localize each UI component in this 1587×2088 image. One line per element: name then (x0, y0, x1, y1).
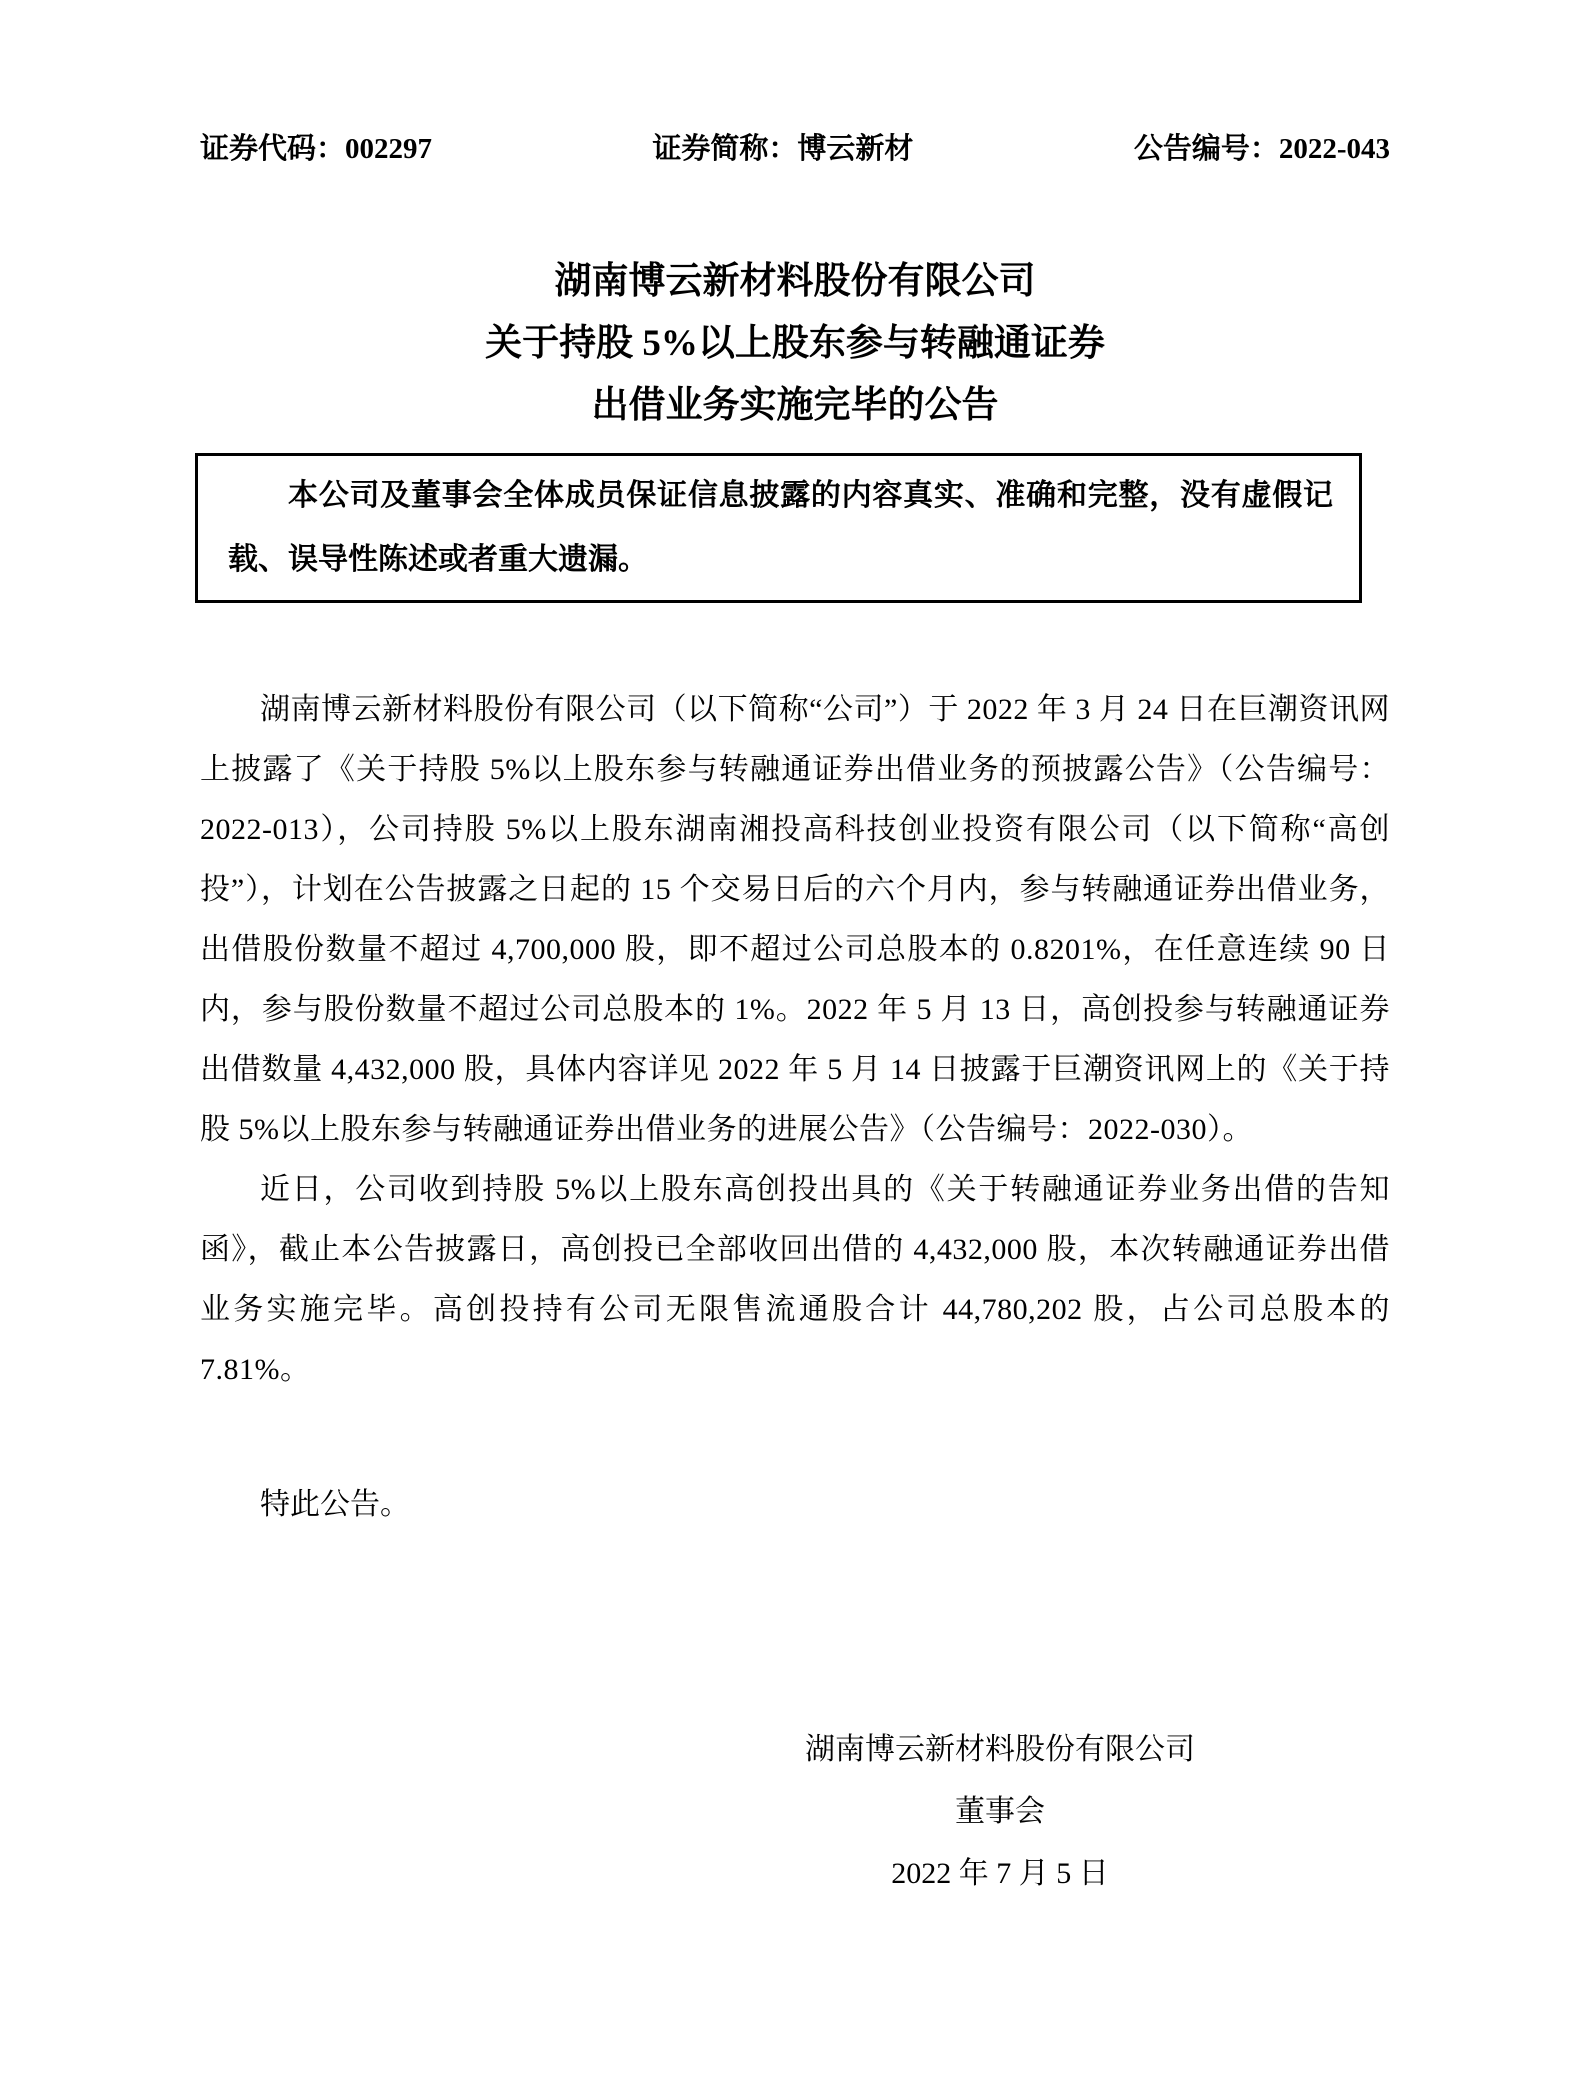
signature-company: 湖南博云新材料股份有限公司 (805, 1733, 1195, 1766)
signature-date: 2022 年 7 月 5 日 (891, 1857, 1109, 1890)
announcement-number: 公告编号：2022-043 (1133, 133, 1390, 165)
stock-code: 证券代码：002297 (200, 133, 433, 165)
body-paragraph-2: 近日，公司收到持股 5%以上股东高创投出具的《关于转融通证券业务出借的告知函》，截止本公告披露日，高创投已全部收回出借的 4,432,000 股，本次转融通证券出借业务实施完毕。高创投持有公司无限售流通股合计 44,780,202 股，占公司总股本的 7.81%。 (200, 1173, 1390, 1386)
declaration-box (195, 453, 1362, 603)
signature-block (700, 1719, 1300, 1905)
document-body (200, 680, 1390, 1535)
title-subject-line-2: 出借业务实施完毕的公告 (591, 385, 999, 426)
document-header-row (200, 128, 1390, 170)
title-company-name: 湖南博云新材料股份有限公司 (554, 261, 1036, 302)
stock-short-name: 证券简称：博云新材 (652, 133, 914, 165)
title-subject-line-1: 关于持股 5%以上股东参与转融通证券 (485, 323, 1105, 364)
closing-statement: 特此公告。 (260, 1488, 410, 1521)
declaration-text: 本公司及董事会全体成员保证信息披露的内容真实、准确和完整，没有虚假记载、误导性陈述或者重大遗漏。 (228, 479, 1333, 576)
document-title (200, 251, 1390, 437)
page-content (200, 0, 1390, 1905)
body-paragraph-1: 湖南博云新材料股份有限公司（以下简称“公司”）于 2022 年 3 月 24 日在巨潮资讯网上披露了《关于持股 5%以上股东参与转融通证券出借业务的预披露公告》（公告编号：2022-013），公司持股 5%以上股东湖南湘投高科技创业投资有限公司（以下简称“高创投”），计划在公告披露之日起的 15 个交易日后的六个月内，参与转融通证券出借业务，出借股份数量不超过 4,700,000 股，即不超过公司总股本的 0.8201%，在任意连续 90 日内，参与股份数量不超过公司总股本的 1%。2022 年 5 月 13 日，高创投参与转融通证券出借数量 4,432,000 股，具体内容详见 2022 年 5 月 14 日披露于巨潮资讯网上的《关于持股 5%以上股东参与转融通证券出借业务的进展公告》（公告编号：2022-030）。 (200, 693, 1390, 1146)
signature-board: 董事会 (955, 1795, 1045, 1828)
